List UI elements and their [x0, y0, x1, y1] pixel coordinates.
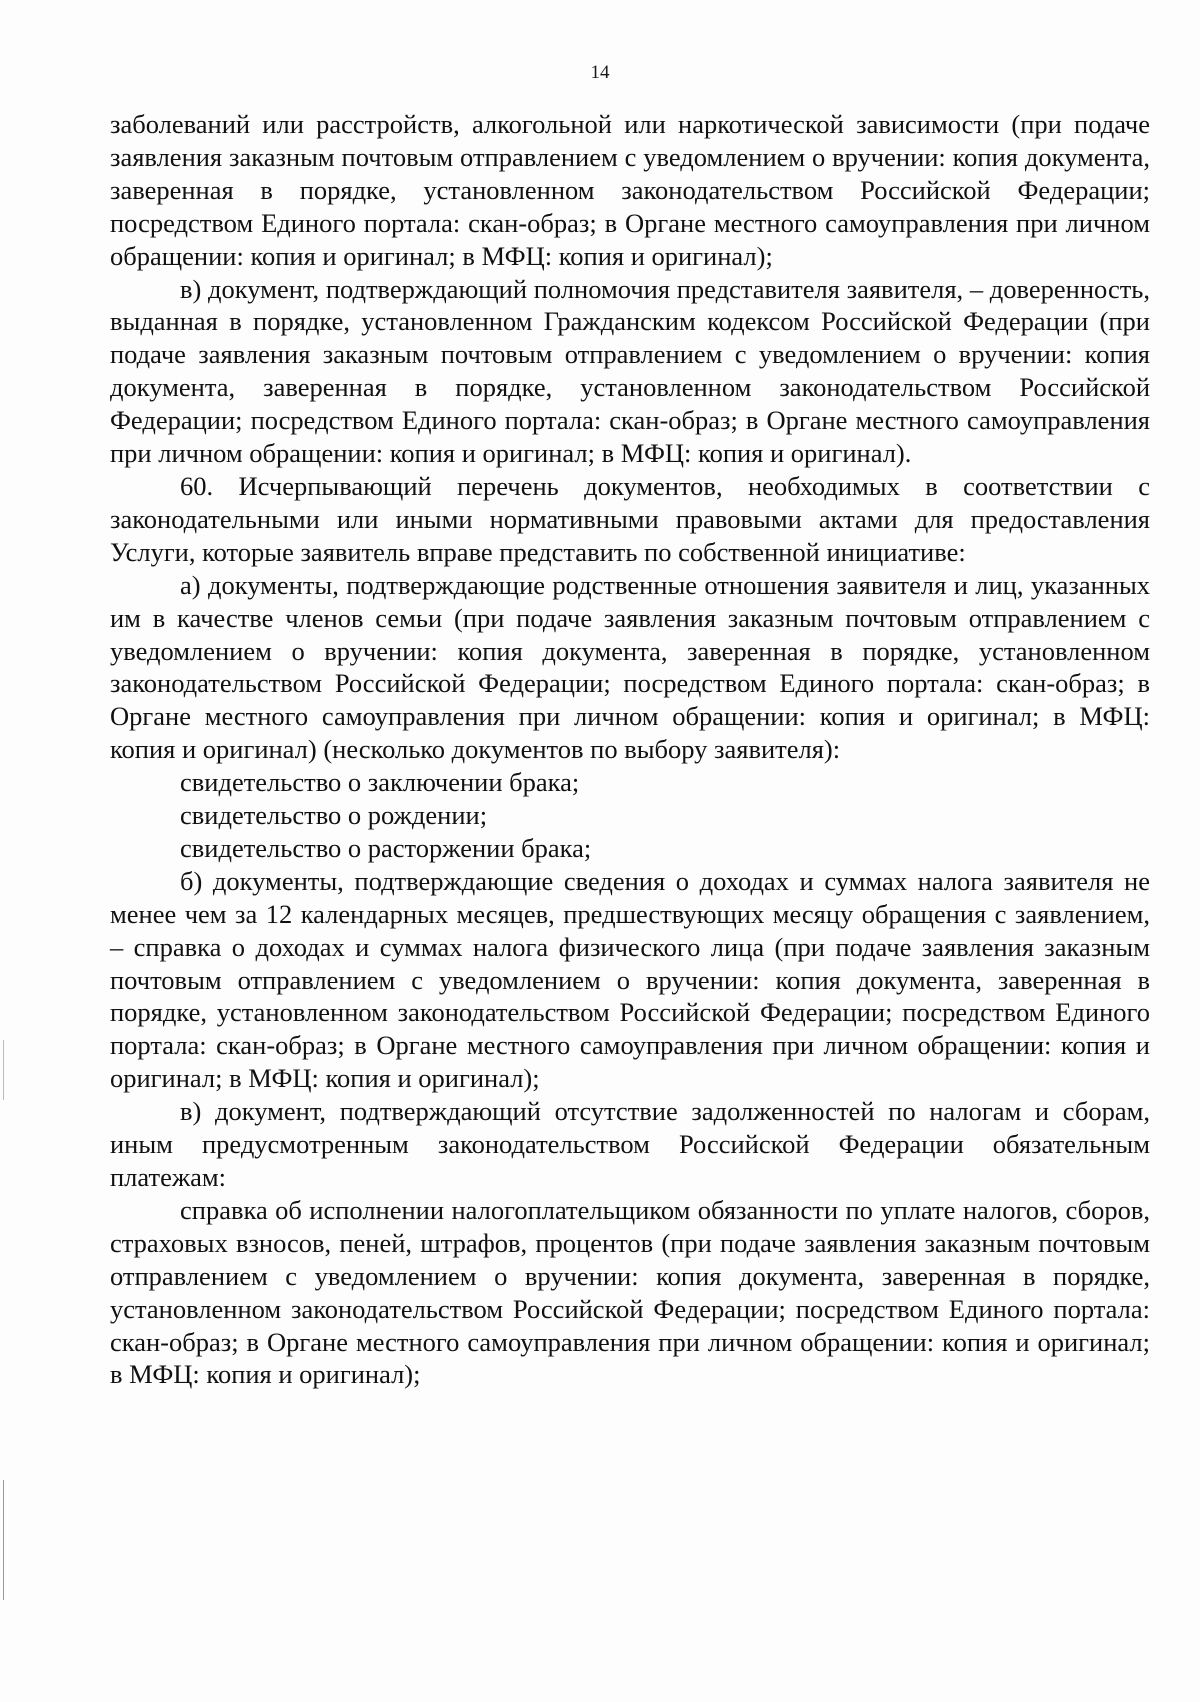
page-number: 14	[590, 62, 610, 83]
list-item: свидетельство о расторжении брака;	[180, 832, 592, 863]
document-body	[110, 108, 1150, 1391]
paragraph-item-v-representative: в) документ, подтверждающий полномочия представителя заявителя, – доверенность, выданная в порядке, установленном Гражданским кодексом Российской Федерации (при подаче заявления заказным почтовым отправлением с уведомлением о вручении: копия документа, заверенная в порядке, установленном законодательством Российской Федерации; посредством Единого портала: скан-образ; в Органе местного самоуправления при личном обращении: копия и оригинал; в МФЦ: копия и оригинал).	[110, 273, 1150, 469]
list-item: свидетельство о рождении;	[180, 800, 488, 831]
paragraph-item-b-income: б) документы, подтверждающие сведения о доходах и суммах налога заявителя не менее чем за 12 календарных месяцев, предшествующих месяцу обращения с заявлением, – справка о доходах и суммах налога физического лица (при подаче заявления заказным почтовым отправлением с уведомлением о вручении: копия документа, заверенная в порядке, установленном законодательством Российской Федерации; посредством Единого портала: скан-образ; в Органе местного самоуправления при личном обращении: копия и оригинал; в МФЦ: копия и оригинал);	[110, 865, 1150, 1094]
paragraph-continuation: заболеваний или расстройств, алкогольной или наркотической зависимости (при подаче заявления заказным почтовым отправлением с уведомлением о вручении: копия документа, заверенная в порядке, установленном законодательством Российской Федерации; посредством Единого портала: скан-образ; в Органе местного самоуправления при личном обращении: копия и оригинал; в МФЦ: копия и оригинал);	[110, 109, 1150, 271]
paragraph-item-v-tax-debts: в) документ, подтверждающий отсутствие задолженностей по налогам и сборам, иным предусмотренным законодательством Российской Федерации обязательным платежам:	[110, 1096, 1150, 1192]
scan-artifact	[3, 1040, 4, 1100]
scan-artifact	[3, 1480, 4, 1600]
list-item: свидетельство о заключении брака;	[180, 767, 580, 798]
paragraph-item-a-family-documents: а) документы, подтверждающие родственные отношения заявителя и лиц, указанных им в качестве членов семьи (при подаче заявления заказным почтовым отправлением с уведомлением о вручении: копия документа, заверенная в порядке, установленном законодательством Российской Федерации; посредством Единого портала: скан-образ; в Органе местного самоуправления при личном обращении: копия и оригинал; в МФЦ: копия и оригинал) (несколько документов по выбору заявителя):	[110, 569, 1150, 765]
paragraph-60: 60. Исчерпывающий перечень документов, необходимых в соответствии с законодательными или иными нормативными правовыми актами для предоставления Услуги, которые заявитель вправе представить по собственной инициативе:	[110, 470, 1150, 567]
paragraph-tax-certificate: справка об исполнении налогоплательщиком обязанности по уплате налогов, сборов, страховых взносов, пеней, штрафов, процентов (при подаче заявления заказным почтовым отправлением с уведомлением о вручении: копия документа, заверенная в порядке, установленном законодательством Российской Федерации; посредством Единого портала: скан-образ; в Органе местного самоуправления при личном обращении: копия и оригинал; в МФЦ: копия и оригинал);	[110, 1194, 1150, 1390]
